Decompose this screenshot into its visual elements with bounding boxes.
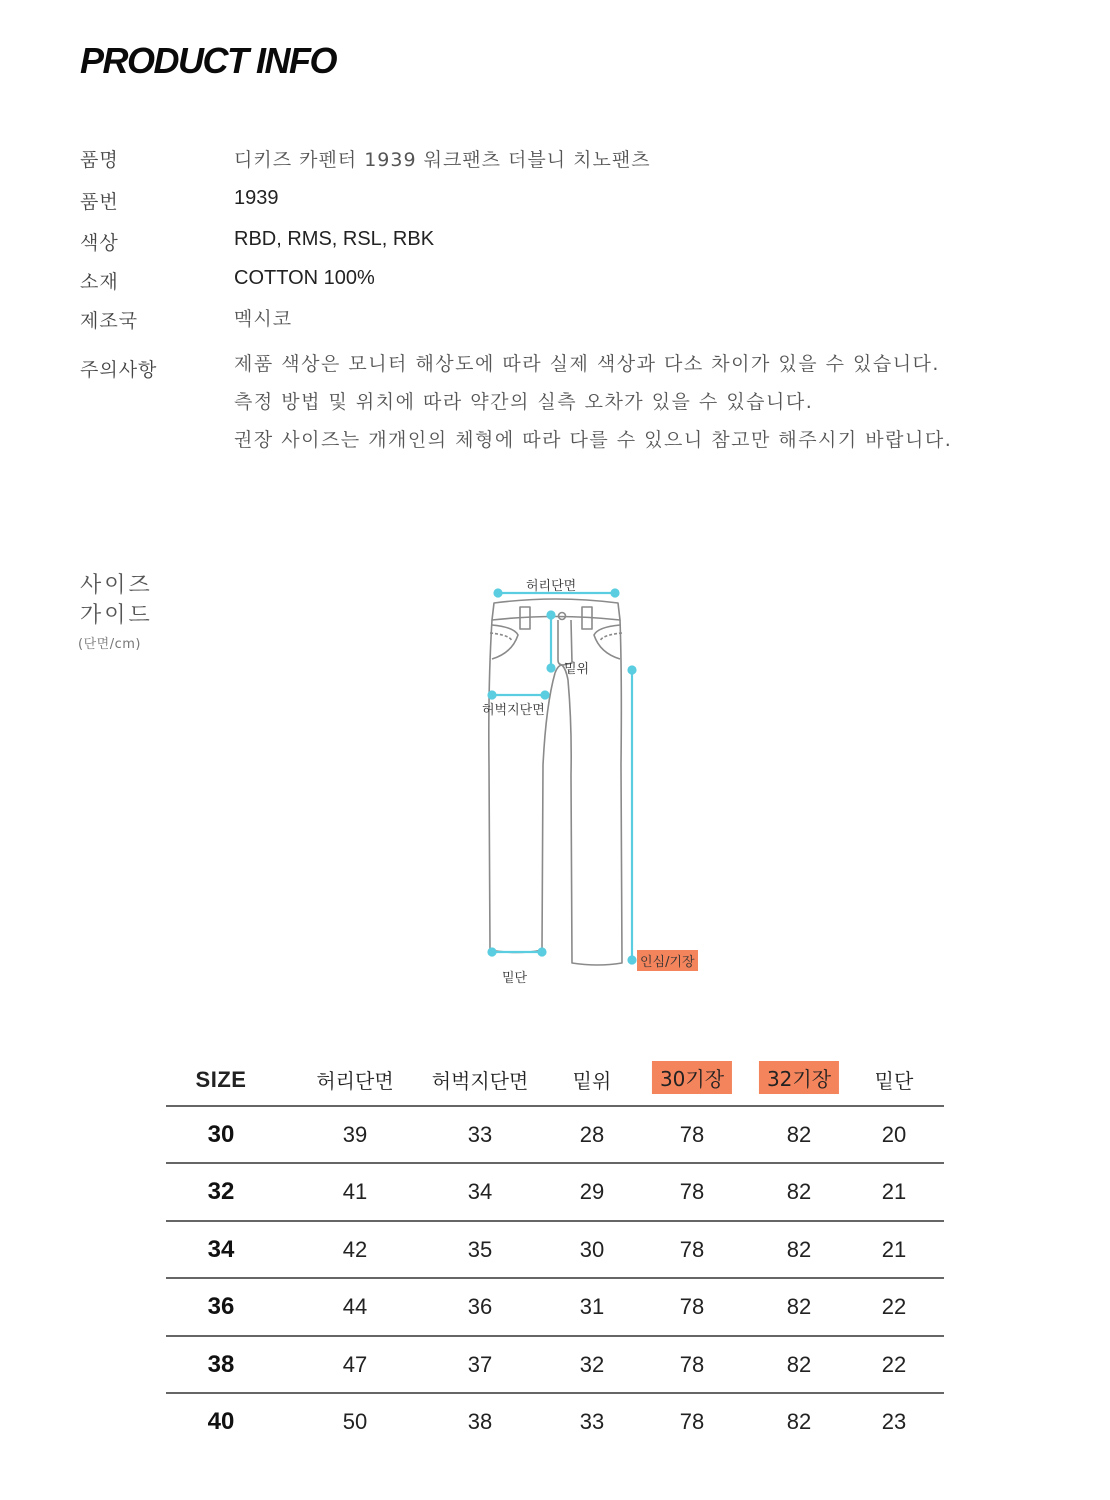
cell-waist: 41	[342, 1179, 368, 1205]
cell-thigh: 37	[467, 1351, 493, 1377]
cell-thigh: 33	[467, 1122, 493, 1147]
cell-length-32: 82	[786, 1294, 812, 1320]
cell-length-32: 82	[786, 1408, 812, 1434]
cell-size: 36	[207, 1293, 235, 1321]
info-value: 디키즈 카펜터 1939 워크팬츠 더블니 치노팬츠	[234, 149, 651, 171]
notes-text	[234, 345, 952, 459]
cell-length-32: 82	[786, 1179, 812, 1205]
cell-length-30: 78	[679, 1408, 705, 1434]
size-guide-title-line2: 가이드	[80, 603, 153, 628]
cell-rise: 30	[579, 1236, 605, 1262]
info-label: 색상	[80, 232, 119, 254]
cell-length-30: 78	[679, 1294, 705, 1320]
cell-thigh: 36	[467, 1294, 493, 1320]
table-header-waist: 허리단면	[316, 1069, 394, 1093]
cell-length-32: 82	[786, 1122, 812, 1147]
cell-hem: 22	[881, 1351, 907, 1377]
size-guide-title	[80, 571, 153, 631]
table-header-hem: 밑단	[874, 1069, 914, 1093]
cell-length-32: 82	[786, 1236, 812, 1262]
info-label: 품명	[80, 149, 119, 171]
table-row	[166, 1107, 944, 1164]
notes-line: 제품 색상은 모니터 해상도에 따라 실제 색상과 다소 차이가 있을 수 있습니다.	[234, 353, 940, 375]
table-header-thigh: 허벅지단면	[431, 1069, 529, 1093]
info-label: 소재	[80, 271, 119, 293]
notes-line: 측정 방법 및 위치에 따라 약간의 실측 오차가 있을 수 있습니다.	[234, 391, 814, 413]
cell-size: 38	[207, 1350, 235, 1378]
table-row	[166, 1279, 944, 1336]
table-header-rise: 밑위	[572, 1069, 612, 1093]
table-header-row	[166, 1055, 944, 1107]
cell-length-30: 78	[679, 1351, 705, 1377]
diagram-label-thigh: 허벅지단면	[482, 703, 545, 718]
cell-hem: 23	[881, 1408, 907, 1434]
diagram-label-hem: 밑단	[502, 971, 528, 986]
size-table	[166, 1055, 944, 1451]
cell-size: 34	[207, 1235, 235, 1263]
cell-thigh: 35	[467, 1236, 493, 1262]
cell-rise: 33	[579, 1408, 605, 1434]
diagram-label-length: 인심/기장	[637, 950, 698, 971]
info-label: 주의사항	[80, 359, 158, 381]
cell-rise: 29	[579, 1179, 605, 1205]
cell-hem: 21	[881, 1179, 907, 1205]
cell-waist: 42	[342, 1236, 368, 1262]
table-header-length-30: 30기장	[652, 1061, 732, 1094]
cell-thigh: 34	[467, 1179, 493, 1205]
cell-waist: 47	[342, 1351, 368, 1377]
size-guide-unit: (단면/cm)	[78, 637, 141, 652]
cell-size: 32	[207, 1178, 235, 1206]
cell-thigh: 38	[467, 1408, 493, 1434]
cell-size: 40	[207, 1407, 235, 1435]
info-label: 품번	[80, 191, 119, 213]
cell-rise: 28	[579, 1122, 605, 1147]
cell-rise: 32	[579, 1351, 605, 1377]
pants-measurement-diagram	[470, 565, 730, 995]
cell-hem: 22	[881, 1294, 907, 1320]
table-row	[166, 1394, 944, 1451]
info-value: 1939	[234, 187, 279, 209]
cell-length-30: 78	[679, 1236, 705, 1262]
table-row	[166, 1164, 944, 1221]
info-label: 제조국	[80, 310, 139, 332]
cell-rise: 31	[579, 1294, 605, 1320]
cell-hem: 20	[881, 1122, 907, 1147]
diagram-label-waist: 허리단면	[526, 579, 577, 594]
notes-line: 권장 사이즈는 개개인의 체형에 따라 다를 수 있으니 참고만 해주시기 바랍니다.	[234, 429, 953, 451]
cell-hem: 21	[881, 1236, 907, 1262]
table-row	[166, 1222, 944, 1279]
cell-waist: 44	[342, 1294, 368, 1320]
cell-length-32: 82	[786, 1351, 812, 1377]
info-value: RBD, RMS, RSL, RBK	[234, 228, 435, 250]
cell-size: 30	[207, 1121, 235, 1148]
table-row	[166, 1337, 944, 1394]
page-title: PRODUCT INFO	[80, 40, 336, 81]
info-value: COTTON 100%	[234, 267, 375, 289]
table-header-length-32: 32기장	[759, 1061, 839, 1094]
cell-waist: 50	[342, 1408, 368, 1434]
cell-length-30: 78	[679, 1122, 705, 1147]
table-header-size: SIZE	[195, 1067, 247, 1092]
pants-outline-icon	[470, 565, 730, 995]
cell-waist: 39	[342, 1122, 368, 1147]
cell-length-30: 78	[679, 1179, 705, 1205]
size-guide-title-line1: 사이즈	[80, 573, 153, 598]
info-value: 멕시코	[234, 308, 293, 330]
diagram-label-rise: 밑위	[564, 662, 590, 677]
